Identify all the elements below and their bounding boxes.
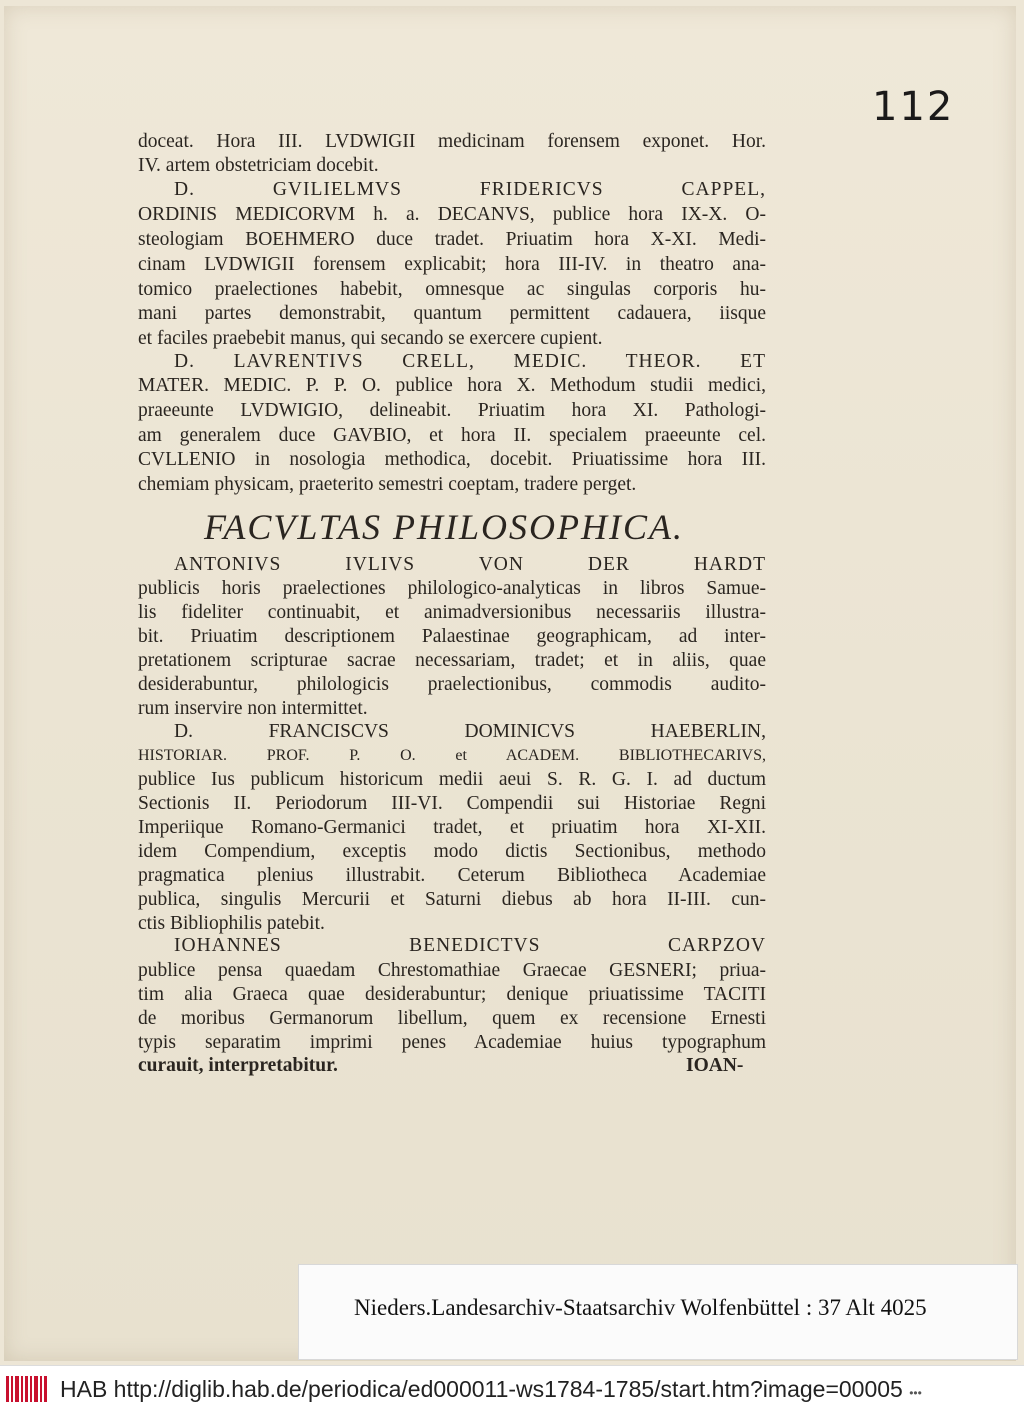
text-line: HISTORIAR. PROF. P. O. et ACADEM. BIBLIOTHECARIVS, xyxy=(138,747,766,764)
text-line: ORDINIS MEDICORVM h. a. DECANVS, publice hora IX-X. O- xyxy=(138,204,766,225)
text-line: mani partes demonstrabit, quantum permittent cadauera, iisque xyxy=(138,303,766,324)
text-line: curauit, interpretabitur. xyxy=(138,1055,338,1076)
text-line: bit. Priuatim descriptionem Palaestinae geographicam, ad inter- xyxy=(138,626,766,647)
text-line: et faciles praebebit manus, qui secando se exercere cupient. xyxy=(138,328,603,349)
text-line: rum inservire non intermittet. xyxy=(138,698,368,719)
text-line: tim alia Graeca quae desiderabuntur; denique priuatissime TACITI xyxy=(138,984,766,1005)
text-line: desiderabuntur, philologicis praelectionibus, commodis audito- xyxy=(138,674,766,695)
text-line: doceat. Hora III. LVDWIGII medicinam forensem exponet. Hor. xyxy=(138,131,766,152)
text-line: CVLLENIO in nosologia methodica, docebit. Priuatissime hora III. xyxy=(138,449,766,470)
text-line: cinam LVDWIGII forensem explicabit; hora III-IV. in theatro ana- xyxy=(138,254,766,275)
page-number: 112 xyxy=(872,84,955,130)
text-line: pretationem scripturae sacrae necessariam, tradet; et in aliis, quae xyxy=(138,650,766,671)
name-line: IOHANNES BENEDICTVS CARPZOV xyxy=(174,935,766,956)
text-line: pragmatica plenius illustrabit. Ceterum Bibliotheca Academiae xyxy=(138,865,766,886)
catchword: IOAN- xyxy=(686,1055,744,1076)
name-line: D. FRANCISCVS DOMINICVS HAEBERLIN, xyxy=(174,721,766,742)
name-line: D. GVILIELMVS FRIDERICVS CAPPEL, xyxy=(174,179,766,200)
text-line: chemiam physicam, praeterito semestri coeptam, tradere perget. xyxy=(138,474,637,495)
text-line: praeeunte LVDWIGIO, delineabit. Priuatim hora XI. Pathologi- xyxy=(138,400,766,421)
more-icon: ••• xyxy=(909,1386,922,1400)
name-line: D. LAVRENTIVS CRELL, MEDIC. THEOR. ET xyxy=(174,351,766,372)
text-line: publice pensa quaedam Chrestomathiae Graecae GESNERI; priua- xyxy=(138,960,766,981)
text-line: lis fideliter continuabit, et animadversionibus necessariis illustra- xyxy=(138,602,766,623)
text-line: de moribus Germanorum libellum, quem ex recensione Ernesti xyxy=(138,1008,766,1029)
section-heading: FACVLTAS PHILOSOPHICA. xyxy=(204,507,684,547)
text-line: steologiam BOEHMERO duce tradet. Priuatim hora X-XI. Medi- xyxy=(138,229,766,250)
viewer-footer xyxy=(0,1365,1024,1412)
text-line: IV. artem obstetriciam docebit. xyxy=(138,155,379,176)
barcode-icon xyxy=(6,1374,50,1404)
text-line: idem Compendium, exceptis modo dictis Sectionibus, methodo xyxy=(138,841,766,862)
text-line: Sectionis II. Periodorum III-VI. Compendii sui Historiae Regni xyxy=(138,793,766,814)
text-line: ctis Bibliophilis patebit. xyxy=(138,913,325,934)
text-line: publicis horis praelectiones philologico-analyticas in libros Samue- xyxy=(138,578,766,599)
footer-url: HAB http://diglib.hab.de/periodica/ed000011-ws1784-1785/start.htm?image=00005 xyxy=(60,1376,903,1402)
text-line: publice Ius publicum historicum medii aeui S. R. G. I. ad ductum xyxy=(138,769,766,790)
text-line: publica, singulis Mercurii et Saturni diebus ab hora II-III. cun- xyxy=(138,889,766,910)
text-line: am generalem duce GAVBIO, et hora II. specialem praeeunte cel. xyxy=(138,425,766,446)
footer-url-text[interactable] xyxy=(60,1374,922,1404)
text-line: Imperiique Romano-Germanici tradet, et priuatim hora XI-XII. xyxy=(138,817,766,838)
archive-label: Nieders.Landesarchiv-Staatsarchiv Wolfenbüttel : 37 Alt 4025 xyxy=(354,1295,927,1320)
text-line: typis separatim imprimi penes Academiae huius typographum xyxy=(138,1032,766,1053)
text-line: tomico praelectiones habebit, omnesque ac singulas corporis hu- xyxy=(138,279,766,300)
text-line: MATER. MEDIC. P. P. O. publice hora X. Methodum studii medici, xyxy=(138,375,766,396)
name-line: ANTONIVS IVLIVS VON DER HARDT xyxy=(174,554,766,575)
